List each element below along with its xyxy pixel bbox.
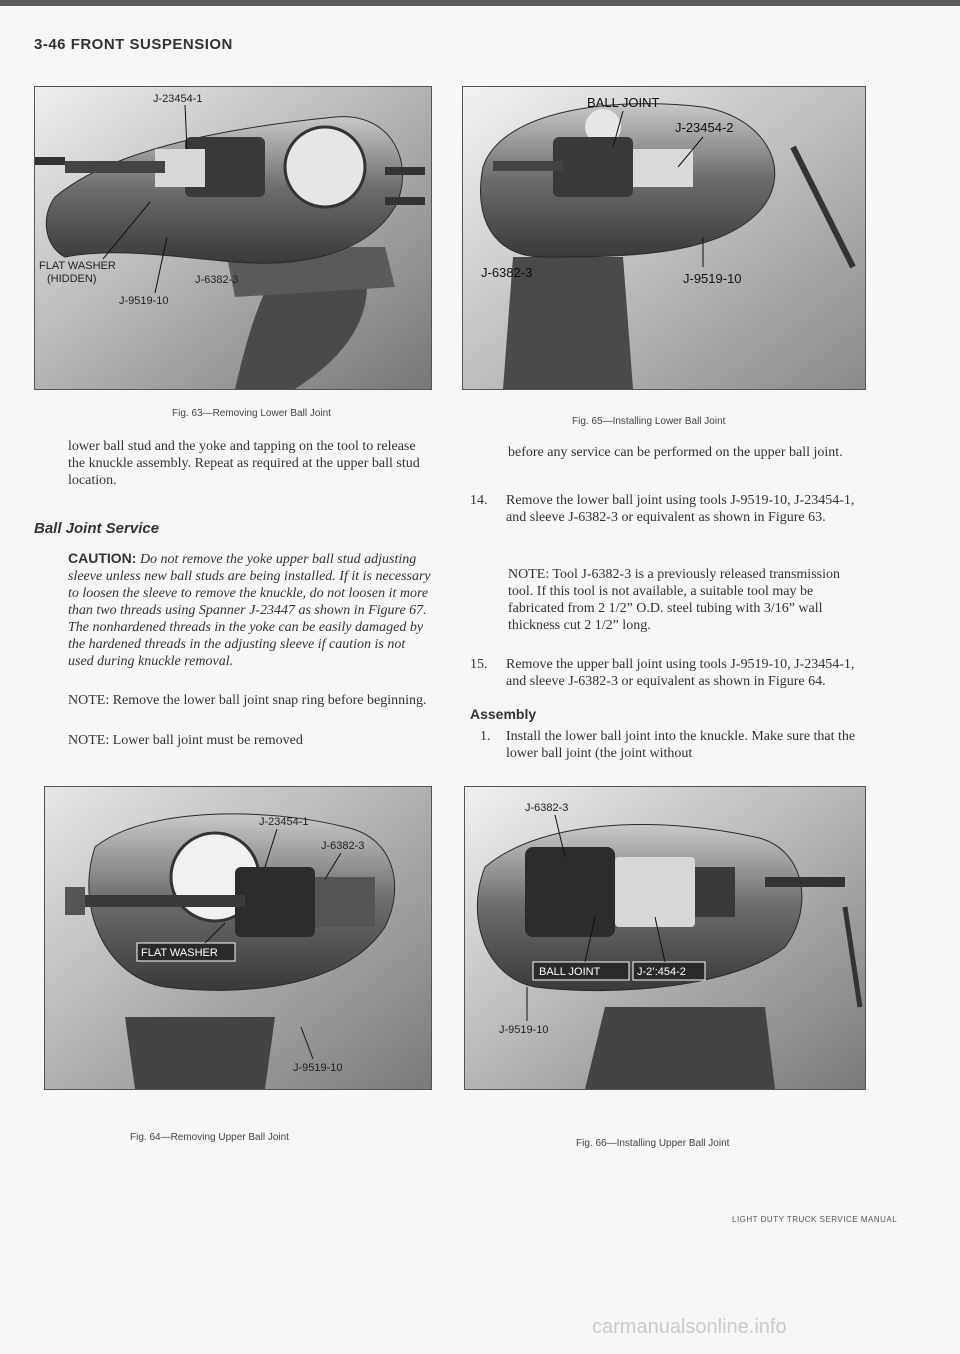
note-tool-j-6382-3: NOTE: Tool J-6382-3 is a previously released transmission tool. If this tool is not available, a suitable tool may be fabricated from 2 1/2” O.D. steel tubing with 3/16” wall thickness cut 2 1/2” long. (508, 567, 840, 633)
label-j-6382-3: J-6382-3 (525, 802, 569, 814)
right-continuation: before any service can be performed on the upper ball joint. (508, 445, 843, 460)
figure-66-photo (464, 786, 866, 1090)
watermark: carmanualsonline.info (592, 1316, 787, 1338)
figure-65-illustration (463, 87, 865, 389)
step-1-text: Install the lower ball joint into the knuckle. Make sure that the lower ball joint (the joint without (506, 729, 856, 761)
heading-ball-joint-service: Ball Joint Service (34, 520, 160, 537)
figure-65-caption: Fig. 65—Installing Lower Ball Joint (572, 416, 726, 427)
label-j-6382-3: J-6382-3 (321, 840, 365, 852)
figure-66-illustration (465, 787, 865, 1089)
step-1-number: 1. (480, 729, 491, 744)
label-hidden: (HIDDEN) (47, 273, 97, 285)
caution-text: Do not remove the yoke upper ball stud adjusting sleeve unless new ball studs are being installed. If it is necessary to loosen the sleeve to remove the knuckle, do not loosen it more than two threads using Spanner J-23447 as shown in Figure 67. The nonhardened threads in the yoke can be easily damaged by the hardened threads in the adjusting sleeve if caution is not used during knuckle removal. (68, 552, 431, 669)
caution-title: CAUTION: (68, 550, 137, 566)
top-rule (0, 0, 960, 6)
step-14-number: 14. (470, 493, 488, 508)
figure-65-photo (462, 86, 866, 390)
figure-66-caption: Fig. 66—Installing Upper Ball Joint (576, 1138, 730, 1149)
step-15 (470, 656, 866, 708)
label-j-9519-10: J-9519-10 (293, 1062, 343, 1074)
label-ball-joint: BALL JOINT (539, 966, 601, 978)
caution-block (68, 550, 432, 670)
label-j-9519-10: J-9519-10 (683, 271, 742, 286)
step-15-number: 15. (470, 657, 488, 672)
figure-63-photo (34, 86, 432, 390)
step-1 (480, 728, 866, 768)
label-j-23454-2: J-2’:454-2 (637, 966, 686, 978)
label-j-23454-2: J-23454-2 (675, 120, 734, 135)
label-j-23454-1: J-23454-1 (259, 816, 309, 828)
figure-64-illustration (45, 787, 431, 1089)
step-14 (470, 492, 866, 562)
label-j-9519-10: J-9519-10 (119, 295, 169, 307)
figure-64-caption: Fig. 64—Removing Upper Ball Joint (130, 1132, 289, 1143)
step-15-text: Remove the upper ball joint using tools J-9519-10, J-23454-1, and sleeve J-6382-3 or equivalent as shown in Figure 64. (506, 657, 855, 689)
left-intro-paragraph: lower ball stud and the yoke and tapping on the tool to release the knuckle assembly. Repeat as required at the upper ball stud location. (68, 439, 420, 488)
label-flat-washer: FLAT WASHER (141, 947, 218, 959)
figure-63-caption: Fig. 63—Removing Lower Ball Joint (172, 408, 331, 419)
label-ball-joint: BALL JOINT (587, 95, 660, 110)
label-j-6382-3: J-6382-3 (481, 265, 533, 280)
label-j-23454-1: J-23454-1 (153, 93, 203, 105)
note-lower-ball-joint: NOTE: Lower ball joint must be removed (68, 733, 303, 748)
figure-63-illustration (35, 87, 431, 389)
label-j-9519-10: J-9519-10 (499, 1024, 549, 1036)
label-flat-washer: FLAT WASHER (39, 260, 116, 272)
figure-64-photo (44, 786, 432, 1090)
heading-assembly: Assembly (470, 706, 537, 722)
step-14-text: Remove the lower ball joint using tools J-9519-10, J-23454-1, and sleeve J-6382-3 or equivalent as shown in Figure 63. (506, 493, 855, 525)
label-j-6382-3: J-6382-3 (195, 274, 239, 286)
note-snap-ring: NOTE: Remove the lower ball joint snap ring before beginning. (68, 693, 427, 708)
page-header: 3-46 FRONT SUSPENSION (34, 36, 233, 53)
page-footer: LIGHT DUTY TRUCK SERVICE MANUAL (732, 1215, 898, 1224)
